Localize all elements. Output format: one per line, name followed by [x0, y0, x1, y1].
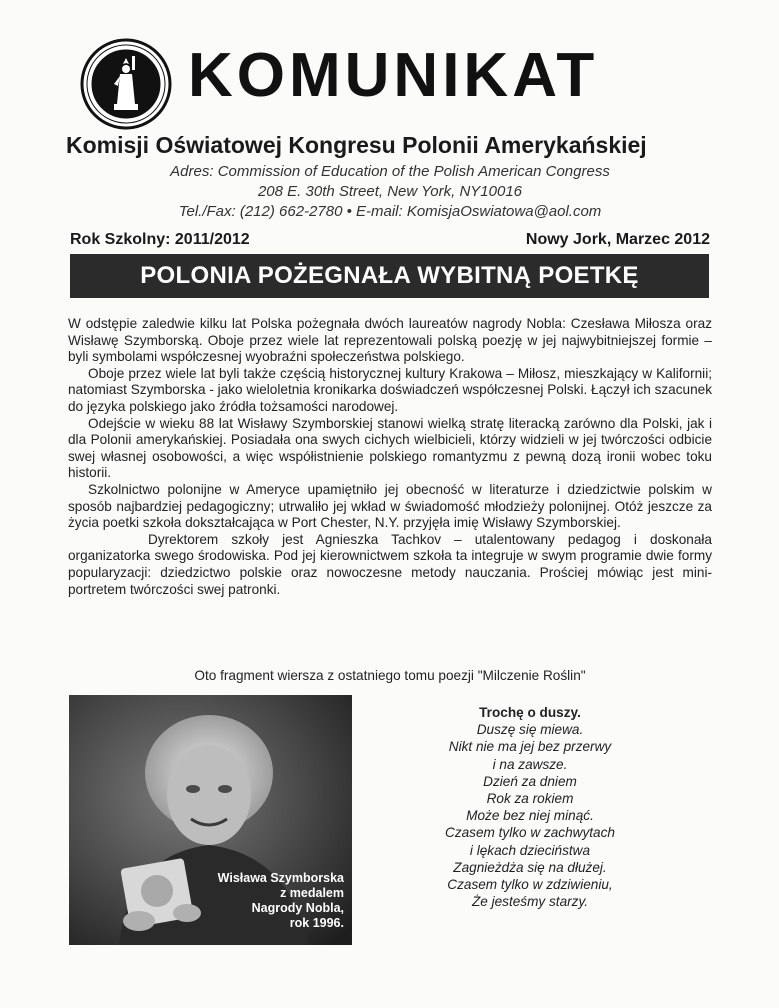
- meta-row: [70, 228, 710, 252]
- poem: [400, 704, 660, 910]
- poem-line: Może bez niej minąć.: [466, 808, 594, 824]
- caption-line: Nagrody Nobla,: [251, 901, 344, 915]
- address-line: Adres: Commission of Education of the Polish American Congress: [170, 163, 610, 180]
- poem-line: Czasem tylko w zachwytach: [445, 825, 615, 841]
- article-paragraph: Szkolnictwo polonijne w Ameryce upamiętniło jej obecność w literaturze i dziedzictwie polskim w sposób najbardziej pedagogiczny; utrwaliło jej wkład w świadomość młodzieży polonijnej. Otóż jeszcze za życia poetki szkoła dokształcająca w Port Chester, N.Y. przyjęła imię Wisławy Szymborskiej.: [68, 481, 712, 531]
- caption-line: z medalem: [280, 886, 344, 900]
- article-paragraph: Dyrektorem szkoły jest Agnieszka Tachkov – utalentowany pedagog i doskonała organizatorka swego środowiska. Pod jej kierownictwem szkoła ta integruje w swym programie dwie formy popularyzacji: dziedzictwo polskie oraz nowoczesne metody nauczania. Prościej mówiąc jest mini-portretem twórczości swej patronki.: [68, 531, 712, 597]
- caption-line: Wisława Szymborska: [217, 871, 344, 885]
- poem-line: i lękach dzieciństwa: [469, 842, 591, 858]
- photo-caption: [194, 871, 344, 931]
- masthead-title: KOMUNIKAT: [188, 41, 599, 110]
- caption-line: rok 1996.: [289, 916, 344, 930]
- article-paragraph: Odejście w wieku 88 lat Wisławy Szymborskiej stanowi wielką stratę literacką zarówno dla Polski, jak i dla Polonii amerykańskiej. Posiadała ona swych cichych wielbicieli, którzy widzieli w jej twórczości odbicie swej własnej osobowości, a więc współistnienie polskiego romantyzmu z pewną dozą ironii wobec toku historii.: [68, 415, 712, 481]
- headline-banner: POLONIA POŻEGNAŁA WYBITNĄ POETKĘ: [70, 254, 709, 298]
- contact-line: Tel./Fax: (212) 662-2780 • E-mail: KomisjaOswiatowa@aol.com: [178, 203, 602, 220]
- poem-line: Nikt nie ma jej bez przerwy: [448, 739, 612, 755]
- fragment-intro: Oto fragment wiersza z ostatniego tomu poezji "Milczenie Roślin": [194, 668, 586, 683]
- address-block: [60, 162, 720, 222]
- statue-of-liberty-seal-icon: [80, 38, 172, 130]
- portrait-photo: [69, 695, 352, 945]
- poem-line: i na zawsze.: [492, 756, 568, 772]
- street-line: 208 E. 30th Street, New York, NY10016: [257, 183, 523, 200]
- school-year: Rok Szkolny: 2011/2012: [70, 231, 250, 248]
- poem-line: Duszę się miewa.: [476, 722, 584, 738]
- poem-title: Trochę o duszy.: [479, 705, 581, 720]
- article-body: [68, 316, 712, 598]
- article-paragraph: W odstępie zaledwie kilku lat Polska pożegnała dwóch laureatów nagrody Nobla: Czesława Miłosza oraz Wisławę Szymborską. Oboje przez wiele lat reprezentowali polską poezję w jej najwybitniejszej formie – byli symbolami współczesnej wyobraźni społeczeństwa polskiego.: [68, 316, 712, 365]
- poem-line: Zagnieżdża się na dłużej.: [453, 859, 607, 875]
- organization-name: Komisji Oświatowej Kongresu Polonii Amerykańskiej: [66, 132, 647, 158]
- article-paragraph: Oboje przez wiele lat byli także częścią historycznej kultury Krakowa – Miłosz, mieszkający w Kalifornii; natomiast Szymborska - jako wieloletnia kronikarka doświadczeń współczesnej Polski. Łączył ich szacunek do języka polskiego jako źródła tożsamości narodowej.: [68, 365, 712, 414]
- poem-line: Rok za rokiem: [486, 791, 574, 807]
- poem-line: Że jesteśmy starzy.: [471, 894, 589, 910]
- poem-line: Dzień za dniem: [483, 773, 577, 789]
- poem-line: Czasem tylko w zdziwieniu,: [447, 877, 613, 893]
- place-date: Nowy Jork, Marzec 2012: [525, 231, 710, 248]
